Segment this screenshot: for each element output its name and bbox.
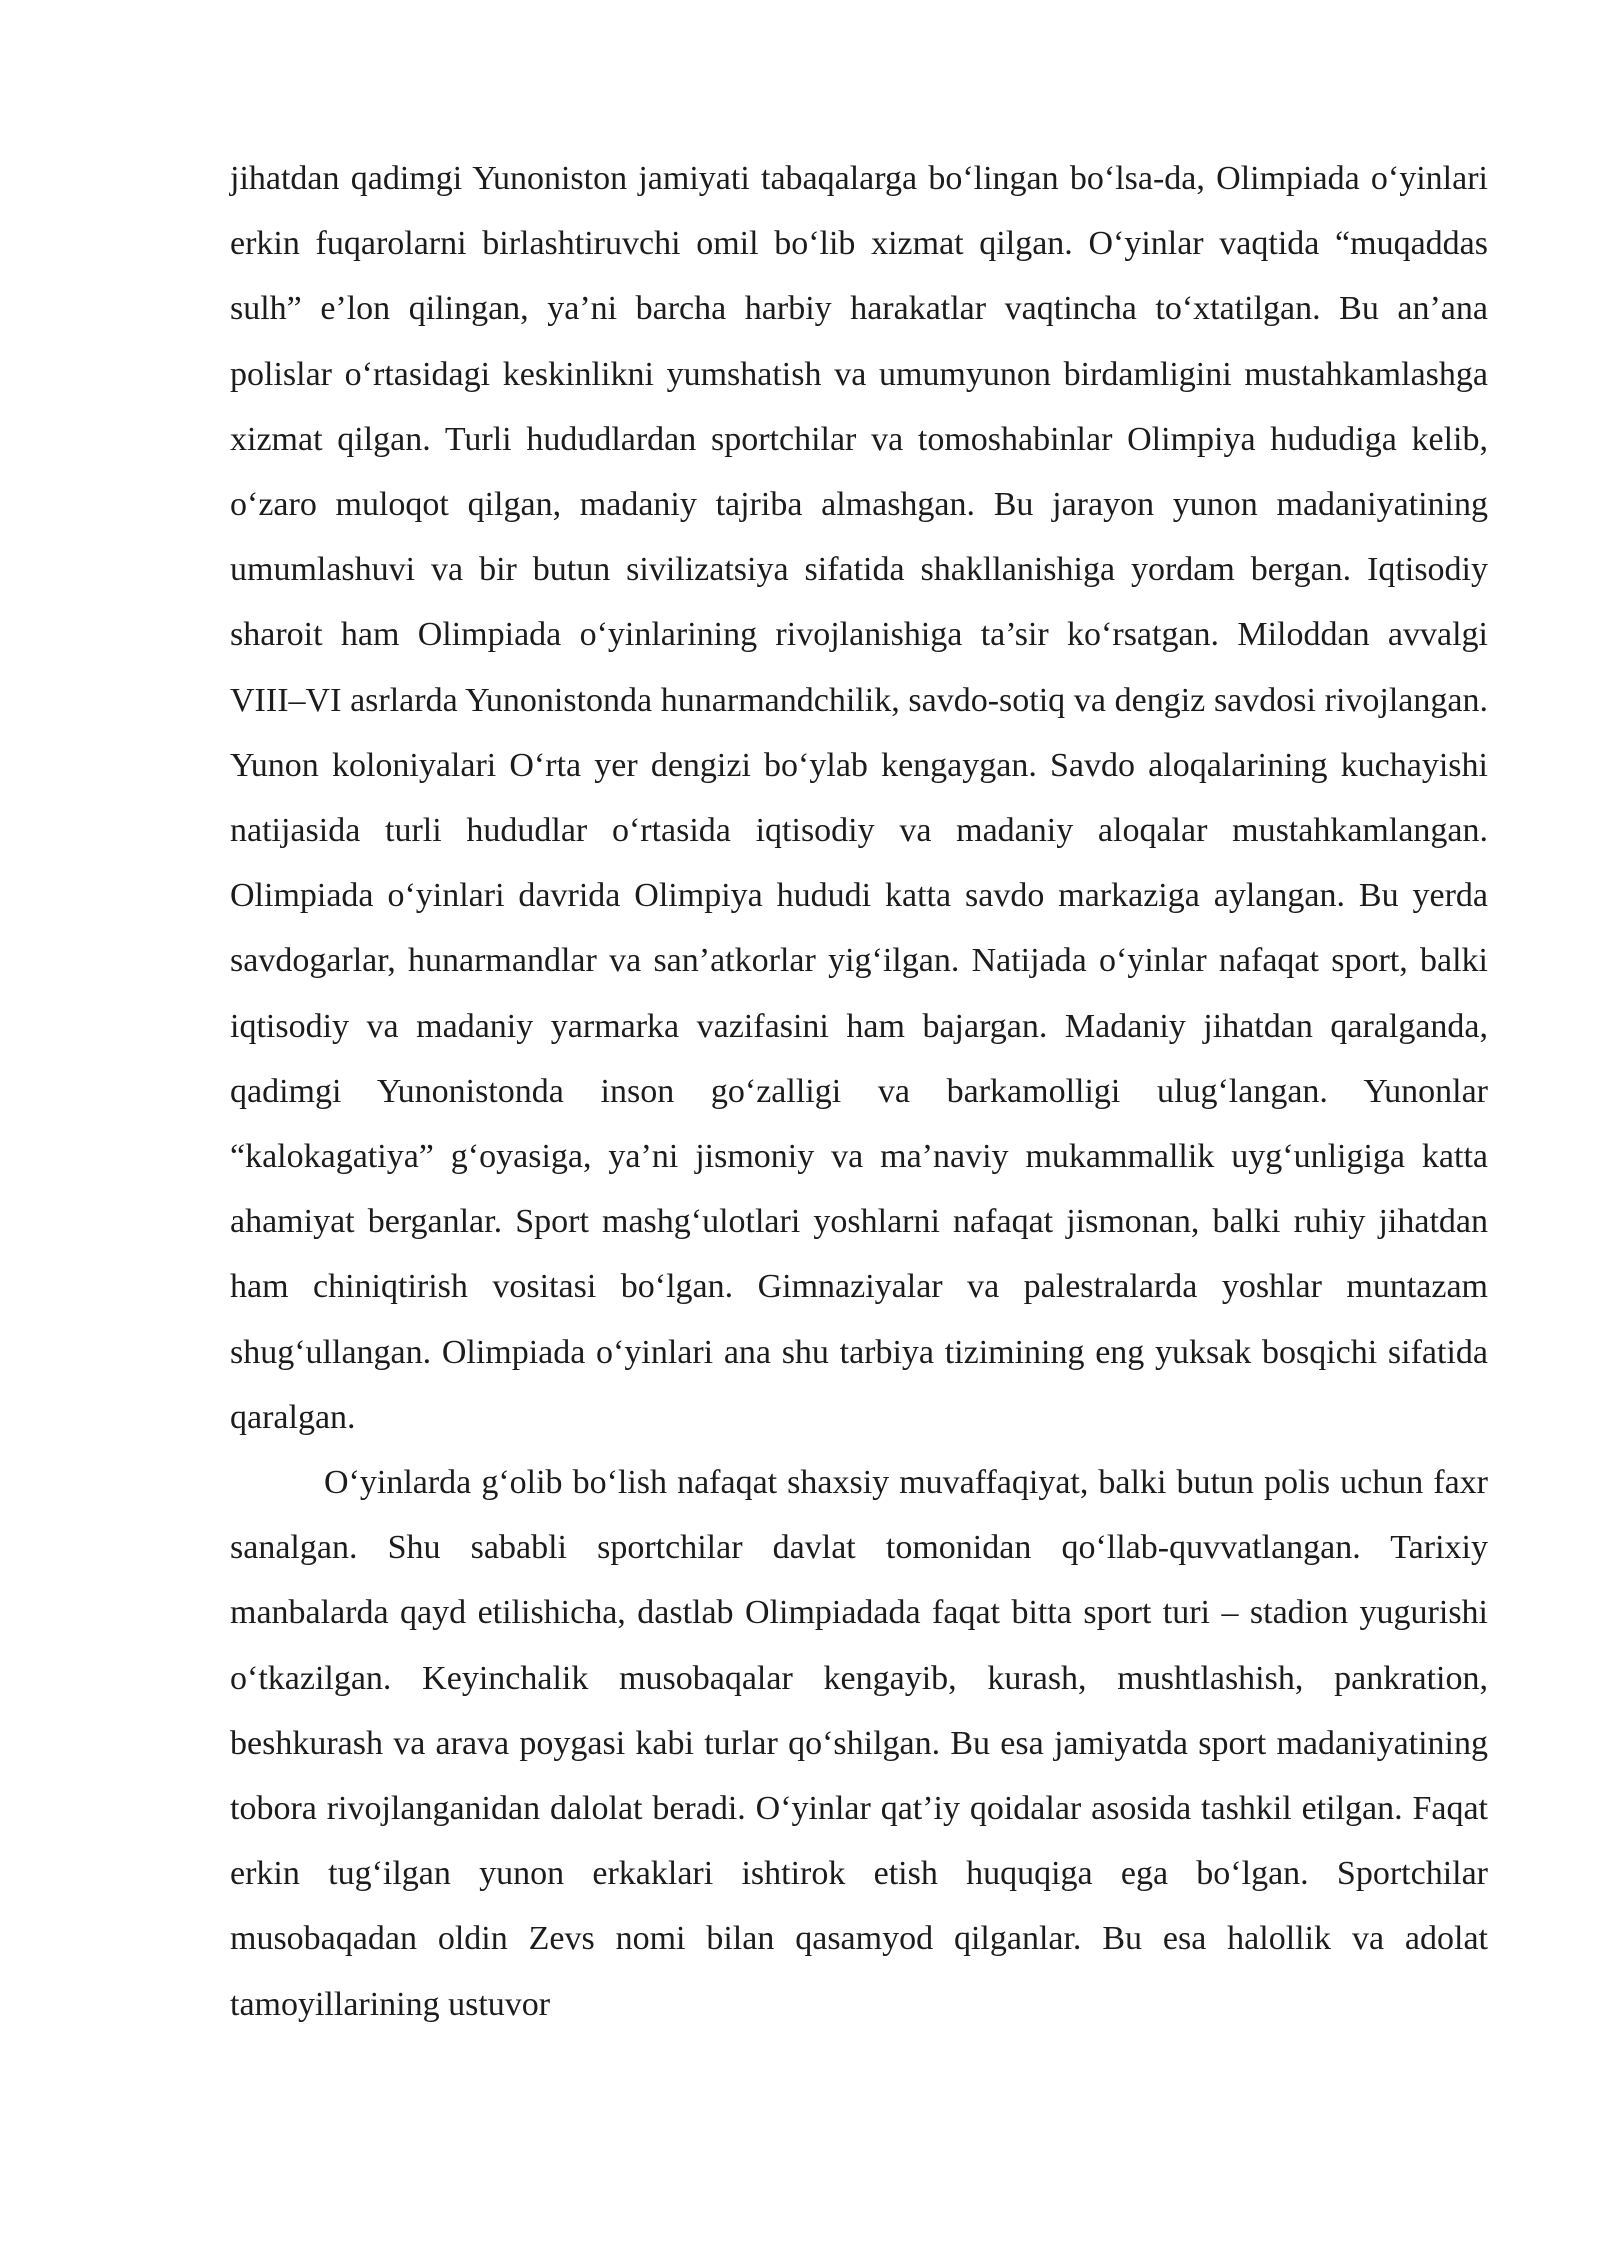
- body-paragraph-2: O‘yinlarda g‘olib bo‘lish nafaqat shaxsiy muvaffaqiyat, balki butun polis uchun faxr sanalgan. Shu sababli sportchilar davlat tomonidan qo‘llab-quvvatlangan. Tarixiy manbalarda qayd etilishicha, dastlab Olimpiadada faqat bitta sport turi – stadion yugurishi o‘tkazilgan. Keyinchalik musobaqalar kengayib, kurash, mushtlashish, pankration, beshkurash va arava poygasi kabi turlar qo‘shilgan. Bu esa jamiyatda sport madaniyatining tobora rivojlanganidan dalolat beradi. O‘yinlar qat’iy qoidalar asosida tashkil etilgan. Faqat erkin tug‘ilgan yunon erkaklari ishtirok etish huquqiga ega bo‘lgan. Sportchilar musobaqadan oldin Zevs nomi bilan qasamyod qilganlar. Bu esa halollik va adolat tamoyillarining ustuvor: [230, 1464, 1488, 2023]
- body-paragraph-1: jihatdan qadimgi Yunoniston jamiyati tabaqalarga bo‘lingan bo‘lsa-da, Olimpiada o‘yinlari erkin fuqarolarni birlashtiruvchi omil bo‘lib xizmat qilgan. O‘yinlar vaqtida “muqaddas sulh” e’lon qilingan, ya’ni barcha harbiy harakatlar vaqtincha to‘xtatilgan. Bu an’ana polislar o‘rtasidagi keskinlikni yumshatish va umumyunon birdamligini mustahkamlashga xizmat qilgan. Turli hududlardan sportchilar va tomoshabinlar Olimpiya hududiga kelib, o‘zaro muloqot qilgan, madaniy tajriba almashgan. Bu jarayon yunon madaniyatining umumlashuvi va bir butun sivilizatsiya sifatida shakllanishiga yordam bergan. Iqtisodiy sharoit ham Olimpiada o‘yinlarining rivojlanishiga ta’sir ko‘rsatgan. Miloddan avvalgi VIII–VI asrlarda Yunonistonda hunarmandchilik, savdo-sotiq va dengiz savdosi rivojlangan. Yunon koloniyalari O‘rta yer dengizi bo‘ylab kengaygan. Savdo aloqalarining kuchayishi natijasida turli hududlar o‘rtasida iqtisodiy va madaniy aloqalar mustahkamlangan. Olimpiada o‘yinlari davrida Olimpiya hududi katta savdo markaziga aylangan. Bu yerda savdogarlar, hunarmandlar va san’atkorlar yig‘ilgan. Natijada o‘yinlar nafaqat sport, balki iqtisodiy va madaniy yarmarka vazifasini ham bajargan. Madaniy jihatdan qaralganda, qadimgi Yunonistonda inson go‘zalligi va barkamolligi ulug‘langan. Yunonlar “kalokagatiya” g‘oyasiga, ya’ni jismoniy va ma’naviy mukammallik uyg‘unligiga katta ahamiyat berganlar. Sport mashg‘ulotlari yoshlarni nafaqat jismonan, balki ruhiy jihatdan ham chiniqtirish vositasi bo‘lgan. Gimnaziyalar va palestralarda yoshlar muntazam shug‘ullangan. Olimpiada o‘yinlari ana shu tarbiya tizimining eng yuksak bosqichi sifatida qaralgan.: [230, 160, 1488, 1436]
- document-page: [230, 146, 1488, 2037]
